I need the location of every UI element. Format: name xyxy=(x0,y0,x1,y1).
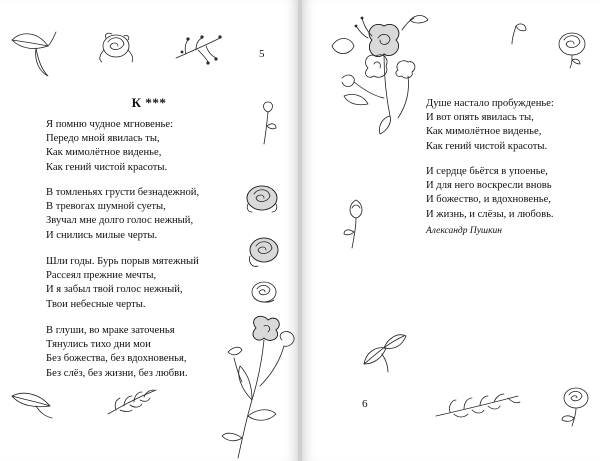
leaf-sprig-icon xyxy=(8,22,60,80)
left-page xyxy=(0,0,298,461)
poem-line: Как гений чистой красоты. xyxy=(426,140,548,152)
poem-line: Как мимолётное виденье, xyxy=(426,126,542,138)
poem-line: И жизнь, и слёзы, и любовь. xyxy=(426,208,554,220)
poem-title: К *** xyxy=(131,95,167,110)
poem-line: Передо мной явилась ты, xyxy=(46,133,160,145)
poem-line: И вот опять явилась ты, xyxy=(426,112,534,124)
poem-line: Как мимолётное виденье, xyxy=(46,147,162,159)
leaf-sprig-icon xyxy=(6,388,56,422)
rose-icon xyxy=(244,276,284,310)
poppy-stem-icon xyxy=(212,310,298,460)
stanza-1 xyxy=(46,118,173,175)
poem-line: Душе настало пробужденье: xyxy=(426,98,554,109)
poem-line: Рассеял прежние мечты, xyxy=(46,270,157,282)
poem-line: Без слёз, без жизни, без любви. xyxy=(46,367,188,379)
page-number: 6 xyxy=(362,398,368,410)
poem-line: Тянулись тихо дни мои xyxy=(46,339,151,351)
rose-bouquet-icon xyxy=(324,6,434,138)
poem-line: Звучал мне долго голос нежный, xyxy=(46,215,194,227)
leaf-twig-icon xyxy=(104,384,160,418)
leaf-branch-icon xyxy=(358,324,408,374)
poem-line: Как гений чистой красоты. xyxy=(46,161,168,173)
stanza-5 xyxy=(426,97,554,154)
poem-line: Без божества, без вдохновенья, xyxy=(46,353,187,365)
rose-icon xyxy=(240,178,286,218)
rose-icon xyxy=(550,24,594,68)
poem-line: Я помню чудное мгновенье: xyxy=(46,119,174,130)
page-number: 5 xyxy=(259,48,265,60)
poem-line: В глуши, во мраке заточенья xyxy=(46,325,175,336)
poem-line: Твои небесные черты. xyxy=(46,298,146,310)
stanza-4 xyxy=(46,324,187,381)
poem-line: И я забыл твой голос нежный, xyxy=(46,284,183,296)
bud-icon xyxy=(256,100,280,146)
stanza-3 xyxy=(46,255,199,312)
poem-line: В тревогах шумной суеты, xyxy=(46,201,166,213)
poem-line: Шли годы. Бурь порыв мятежный xyxy=(46,256,199,267)
right-page xyxy=(302,0,600,461)
poem-line: И для него воскресли вновь xyxy=(426,180,552,192)
poem-line: И сердце бьётся в упоенье, xyxy=(426,166,548,177)
stanza-2 xyxy=(46,186,199,243)
bud-icon xyxy=(508,20,530,46)
poem-line: В томленьях грусти безнадежной, xyxy=(46,187,200,198)
rose-bud-stem-icon xyxy=(342,196,370,250)
rose-icon xyxy=(94,28,138,66)
leaf-twig-icon xyxy=(432,388,522,422)
poem-line: И божество, и вдохновенье, xyxy=(426,194,551,206)
stanza-6 xyxy=(426,165,554,222)
rose-icon xyxy=(554,382,598,428)
poem-line: И снились милые черты. xyxy=(46,229,158,241)
poem-author: Александр Пушкин xyxy=(426,226,502,236)
rose-icon xyxy=(244,230,286,272)
berry-twig-icon xyxy=(172,30,224,66)
